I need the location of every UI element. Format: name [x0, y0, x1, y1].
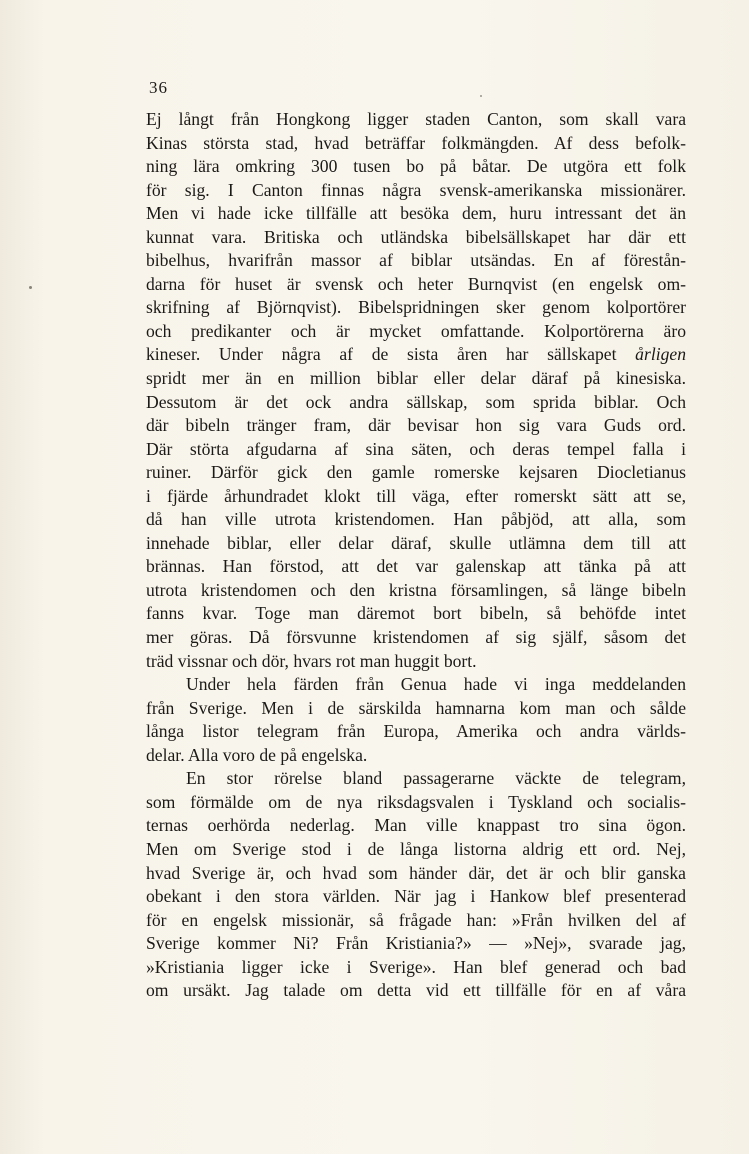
text-line: ternas oerhörda nederlag. Man ville knappast tro sina ögon. [146, 815, 686, 836]
text-line: i fjärde århundradet klokt till väga, efter romerskt sätt att se, [146, 485, 686, 506]
text-line: träd vissnar och dör, hvars rot man huggit bort. [146, 650, 477, 671]
text-line: som förmälde om de nya riksdagsvalen i Tyskland och socialis- [146, 791, 686, 812]
text-line: bibelhus, hvarifrån massor af biblar utsändas. En af förestån- [146, 250, 686, 271]
text-line: från Sverige. Men i de särskilda hamnarna kom man och sålde [146, 697, 686, 718]
text-line: hvad Sverige är, och hvad som händer där, det är och blir ganska [146, 862, 686, 883]
text-line: Kinas största stad, hvad beträffar folkmängden. Af dess befolk- [146, 132, 686, 153]
text-line: Under hela färden från Genua hade vi inga meddelanden [186, 674, 686, 695]
page-speck [480, 95, 482, 97]
text-line: darna för huset är svensk och heter Burnqvist (en engelsk om- [146, 273, 686, 294]
margin-speck [29, 286, 32, 289]
text-line: »Kristiania ligger icke i Sverige». Han blef generad och bad [146, 956, 686, 977]
text-line: Men om Sverige stod i de långa listorna aldrig ett ord. Nej, [146, 838, 686, 859]
text-line: Sverige kommer Ni? Från Kristiania?» — »Nej», svarade jag, [146, 933, 686, 954]
text-line: innehade biblar, eller delar däraf, skulle utlämna dem till att [146, 532, 686, 553]
text-line: kineser. Under några af de sista åren har sällskapet årligen [146, 344, 686, 365]
text-line: ning lära omkring 300 tusen bo på båtar. De utgöra ett folk [146, 156, 686, 177]
text-line: Ej långt från Hongkong ligger staden Canton, som skall vara [146, 109, 686, 129]
page-number: 36 [149, 78, 168, 97]
text-line: delar. Alla voro de på engelska. [146, 744, 368, 765]
text-line: och predikanter och är mycket omfattande. Kolportörerna äro [146, 320, 686, 341]
text-line: utrota kristendomen och den kristna församlingen, så länge bibeln [146, 579, 686, 600]
text-line: Men vi hade icke tillfälle att besöka dem, huru intressant det än [146, 203, 686, 224]
emphasis: årligen [635, 344, 686, 365]
text-line: ruiner. Därför gick den gamle romerske kejsaren Diocletianus [146, 462, 686, 483]
text-line: för sig. I Canton finnas några svensk-amerikanska missionärer. [146, 179, 686, 200]
text-line: spridt mer än en million biblar eller delar däraf på kinesiska. [146, 368, 686, 389]
text-line: skrifning af Björnqvist). Bibelspridningen sker genom kolportörer [146, 297, 686, 318]
text-line: om ursäkt. Jag talade om detta vid ett tillfälle för en af våra [146, 980, 686, 1001]
text-line: Dessutom är det ock andra sällskap, som sprida biblar. Och [146, 391, 686, 412]
text-line: Där störta afgudarna af sina säten, och deras tempel falla i [146, 438, 686, 459]
text-line: obekant i den stora världen. När jag i Hankow blef presenterad [146, 886, 686, 907]
text-line: långa listor telegram från Europa, Amerika och andra världs- [146, 721, 686, 742]
text-line: mer göras. Då försvunne kristendomen af sig själf, såsom det [146, 627, 686, 648]
text-line: då han ville utrota kristendomen. Han påbjöd, att alla, som [146, 509, 686, 530]
body-text [146, 108, 686, 1003]
text-line: där bibeln tränger fram, där bevisar hon sig vara Guds ord. [146, 415, 686, 436]
text-line: för en engelsk missionär, så frågade han: »Från hvilken del af [146, 909, 686, 930]
text-line: kunnat vara. Britiska och utländska bibelsällskapet har där ett [146, 226, 686, 247]
text-line: En stor rörelse bland passagerarne väckte de telegram, [186, 768, 686, 789]
text-line: brännas. Han förstod, att det var galenskap att tänka på att [146, 556, 686, 577]
text-line: fanns kvar. Toge man däremot bort bibeln, så behöfde intet [146, 603, 686, 624]
